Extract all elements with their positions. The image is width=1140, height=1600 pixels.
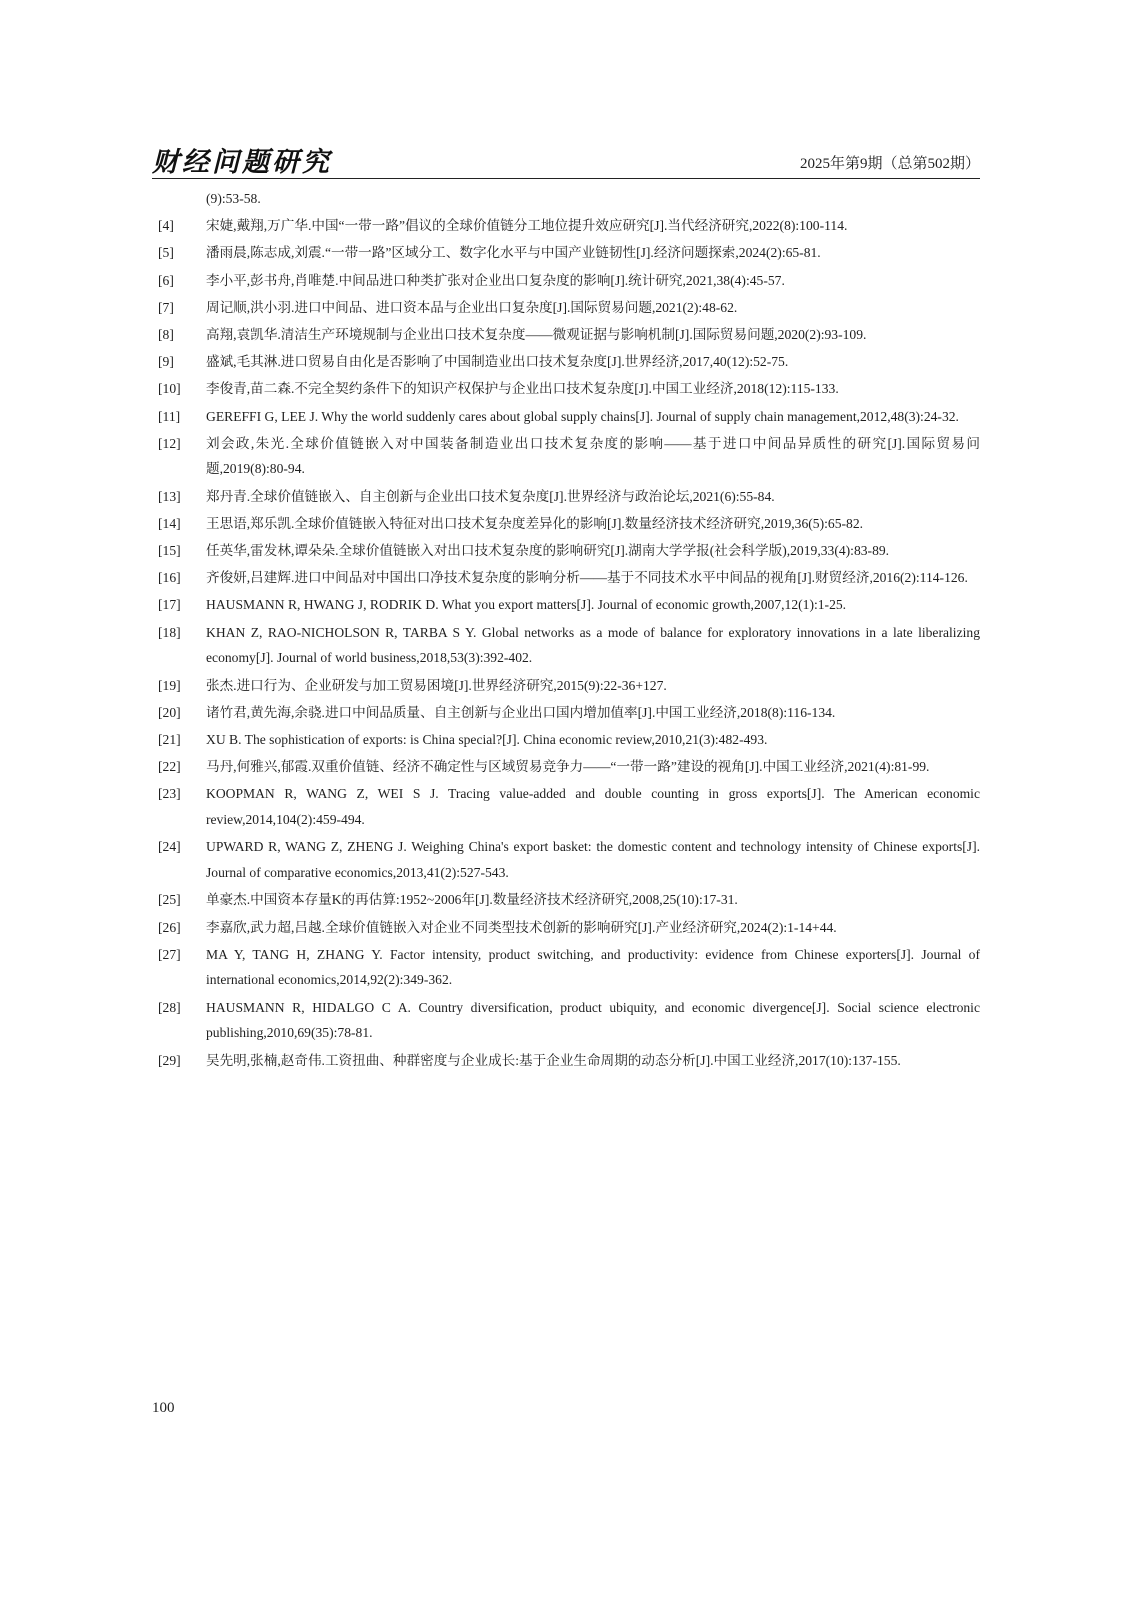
reference-text: HAUSMANN R, HWANG J, RODRIK D. What you export matters[J]. Journal of economic growth,2007,12(1):1-25. bbox=[206, 597, 847, 613]
reference-number: [9] bbox=[158, 354, 174, 370]
page-header bbox=[152, 140, 980, 179]
reference-list bbox=[158, 186, 980, 1075]
reference-text: 吴先明,张楠,赵奇伟.工资扭曲、种群密度与企业成长:基于企业生命周期的动态分析[J].中国工业经济,2017(10):137-155. bbox=[206, 1052, 901, 1068]
reference-item bbox=[158, 404, 980, 430]
reference-item bbox=[158, 620, 980, 672]
reference-number: [11] bbox=[158, 408, 181, 424]
reference-item bbox=[158, 431, 980, 483]
issue-info: 2025年第9期（总第502期） bbox=[799, 156, 980, 172]
reference-text: XU B. The sophistication of exports: is China special?[J]. China economic review,2010,21(3):482-493. bbox=[206, 731, 768, 747]
reference-number: [12] bbox=[158, 435, 181, 451]
reference-text: 李小平,彭书舟,肖唯楚.中间品进口种类扩张对企业出口复杂度的影响[J].统计研究,2021,38(4):45-57. bbox=[206, 272, 785, 288]
reference-number: [7] bbox=[158, 299, 174, 315]
reference-number: [24] bbox=[158, 839, 181, 855]
reference-item bbox=[158, 592, 980, 618]
reference-item bbox=[158, 538, 980, 564]
reference-item bbox=[158, 942, 980, 994]
reference-text: (9):53-58. bbox=[206, 191, 261, 206]
reference-text: 宋婕,戴翔,万广华.中国“一带一路”倡议的全球价值链分工地位提升效应研究[J].当代经济研究,2022(8):100-114. bbox=[206, 218, 848, 234]
reference-text: 李俊青,苗二森.不完全契约条件下的知识产权保护与企业出口技术复杂度[J].中国工业经济,2018(12):115-133. bbox=[206, 381, 839, 397]
reference-text: 高翔,袁凯华.清洁生产环境规制与企业出口技术复杂度——微观证据与影响机制[J].国际贸易问题,2020(2):93-109. bbox=[206, 326, 867, 342]
reference-item bbox=[158, 295, 980, 321]
reference-text: GEREFFI G, LEE J. Why the world suddenly cares about global supply chains[J]. Journal of supply chain management,2012,48(3):24-32. bbox=[206, 408, 959, 424]
reference-text: 马丹,何雅兴,郁霞.双重价值链、经济不确定性与区域贸易竞争力——“一带一路”建设的视角[J].中国工业经济,2021(4):81-99. bbox=[206, 759, 930, 775]
reference-number: [18] bbox=[158, 624, 181, 640]
reference-number: [20] bbox=[158, 704, 181, 720]
reference-continuation bbox=[158, 186, 980, 212]
reference-number: [10] bbox=[158, 381, 181, 397]
reference-item bbox=[158, 995, 980, 1047]
reference-text: 刘会政,朱光.全球价值链嵌入对中国装备制造业出口技术复杂度的影响——基于进口中间品异质性的研究[J].国际贸易问题,2019(8):80-94. bbox=[206, 435, 980, 477]
reference-item bbox=[158, 887, 980, 913]
reference-item bbox=[158, 565, 980, 591]
reference-item bbox=[158, 268, 980, 294]
reference-text: 单豪杰.中国资本存量K的再估算:1952~2006年[J].数量经济技术经济研究,2008,25(10):17-31. bbox=[206, 892, 738, 908]
reference-text: 张杰.进口行为、企业研发与加工贸易困境[J].世界经济研究,2015(9):22-36+127. bbox=[206, 677, 667, 693]
reference-text: 盛斌,毛其淋.进口贸易自由化是否影响了中国制造业出口技术复杂度[J].世界经济,2017,40(12):52-75. bbox=[206, 354, 789, 370]
reference-number: [8] bbox=[158, 326, 174, 342]
reference-item bbox=[158, 700, 980, 726]
reference-item bbox=[158, 834, 980, 886]
reference-item bbox=[158, 213, 980, 239]
reference-number: [16] bbox=[158, 570, 181, 586]
reference-number: [13] bbox=[158, 488, 181, 504]
reference-text: KHAN Z, RAO-NICHOLSON R, TARBA S Y. Global networks as a mode of balance for exploratory innovations in a late liberalizing economy[J]. Journal of world business,2018,53(3):392-402. bbox=[206, 624, 980, 666]
reference-number: [15] bbox=[158, 543, 181, 559]
reference-text: MA Y, TANG H, ZHANG Y. Factor intensity, product switching, and productivity: evidence from Chinese exporters[J]. Journal of international economics,2014,92(2):349-362. bbox=[206, 946, 980, 988]
reference-item bbox=[158, 349, 980, 375]
reference-number: [26] bbox=[158, 919, 181, 935]
reference-text: 齐俊妍,吕建辉.进口中间品对中国出口净技术复杂度的影响分析——基于不同技术水平中间品的视角[J].财贸经济,2016(2):114-126. bbox=[206, 570, 968, 586]
reference-number: [27] bbox=[158, 946, 181, 962]
reference-item bbox=[158, 673, 980, 699]
reference-number: [17] bbox=[158, 597, 181, 613]
reference-text: 王思语,郑乐凯.全球价值链嵌入特征对出口技术复杂度差异化的影响[J].数量经济技术经济研究,2019,36(5):65-82. bbox=[206, 515, 864, 531]
reference-text: HAUSMANN R, HIDALGO C A. Country diversification, product ubiquity, and economic divergence[J]. Social science electronic publishing,2010,69(35):78-81. bbox=[206, 999, 980, 1041]
reference-item bbox=[158, 1048, 980, 1074]
reference-item bbox=[158, 754, 980, 780]
page-number: 100 bbox=[152, 1400, 175, 1416]
reference-item bbox=[158, 322, 980, 348]
reference-number: [29] bbox=[158, 1052, 181, 1068]
reference-number: [25] bbox=[158, 892, 181, 908]
reference-text: KOOPMAN R, WANG Z, WEI S J. Tracing value-added and double counting in gross exports[J]. The American economic review,2014,104(2):459-494. bbox=[206, 786, 980, 828]
reference-number: [21] bbox=[158, 731, 181, 747]
reference-text: 周记顺,洪小羽.进口中间品、进口资本品与企业出口复杂度[J].国际贸易问题,2021(2):48-62. bbox=[206, 299, 738, 315]
reference-number: [28] bbox=[158, 999, 181, 1015]
reference-number: [4] bbox=[158, 218, 174, 234]
reference-item bbox=[158, 915, 980, 941]
reference-number: [14] bbox=[158, 515, 181, 531]
reference-number: [5] bbox=[158, 245, 174, 261]
reference-text: 潘雨晨,陈志成,刘震.“一带一路”区域分工、数字化水平与中国产业链韧性[J].经济问题探索,2024(2):65-81. bbox=[206, 245, 821, 261]
reference-text: UPWARD R, WANG Z, ZHENG J. Weighing China's export basket: the domestic content and technology intensity of Chinese exports[J]. Journal of comparative economics,2013,41(2):527-543. bbox=[206, 839, 980, 881]
reference-number: [6] bbox=[158, 272, 174, 288]
reference-number: [19] bbox=[158, 677, 181, 693]
reference-number: [22] bbox=[158, 759, 181, 775]
reference-item bbox=[158, 781, 980, 833]
reference-item bbox=[158, 484, 980, 510]
reference-item bbox=[158, 511, 980, 537]
reference-item bbox=[158, 376, 980, 402]
reference-text: 任英华,雷发林,谭朵朵.全球价值链嵌入对出口技术复杂度的影响研究[J].湖南大学学报(社会科学版),2019,33(4):83-89. bbox=[206, 543, 890, 559]
reference-item bbox=[158, 727, 980, 753]
reference-text: 李嘉欣,武力超,吕越.全球价值链嵌入对企业不同类型技术创新的影响研究[J].产业经济研究,2024(2):1-14+44. bbox=[206, 919, 837, 935]
journal-logo: 财经问题研究 bbox=[152, 147, 332, 178]
reference-number: [23] bbox=[158, 786, 181, 802]
reference-text: 郑丹青.全球价值链嵌入、自主创新与企业出口技术复杂度[J].世界经济与政治论坛,2021(6):55-84. bbox=[206, 488, 775, 504]
reference-item bbox=[158, 240, 980, 266]
reference-text: 诸竹君,黄先海,余骁.进口中间品质量、自主创新与企业出口国内增加值率[J].中国工业经济,2018(8):116-134. bbox=[206, 704, 836, 720]
